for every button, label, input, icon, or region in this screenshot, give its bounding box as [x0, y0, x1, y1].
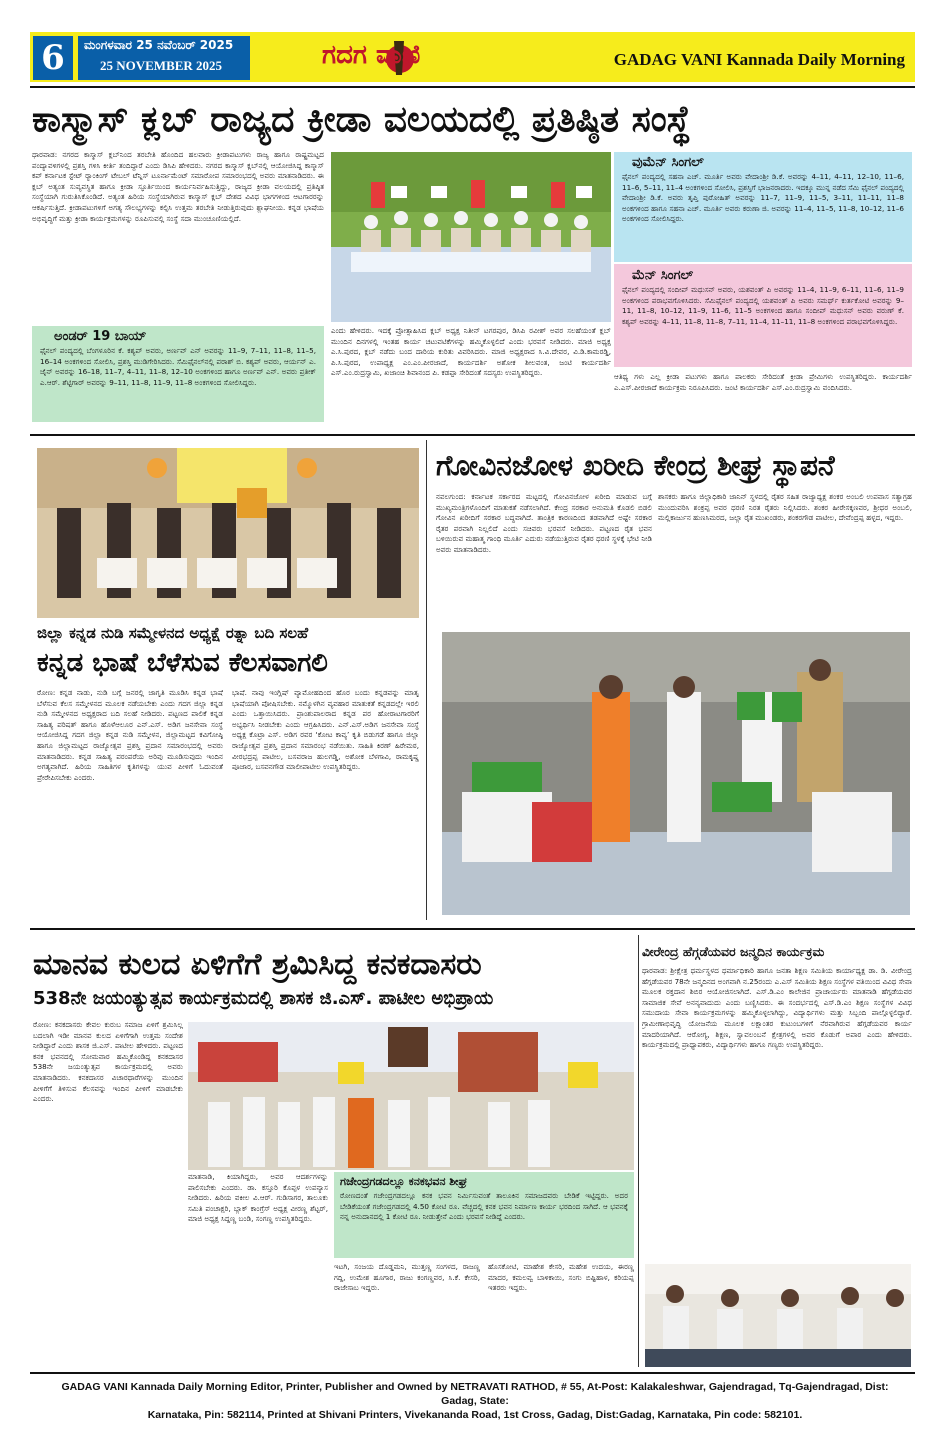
story3-col-a: ನವಲಗುಂದ: ಕರ್ನಾಟಕ ಸರ್ಕಾರದ ಮಟ್ಟದಲ್ಲಿ ಗೋವಿನಜೋಳ ಖರೀದಿ ಮಾಡುವ ಬಗ್ಗೆ ಮುಖ್ಯಮಂತ್ರಿಗಳೊಂದಿಗೆ ಮಾತುಕತೆ ನಡೆಸಲಾಗಿದೆ. ಕೇಂದ್ರ ಸರಕಾರ ಅನುಮತಿ ಕೊಡಲಿ ಬಿಡಲಿ ಗೋವಿನ ಖರೀದಿಗೆ ಸರಕಾರ ಬದ್ಧವಾಗಿದೆ. ತಾಂತ್ರಿಕ ಕಾರಣದಿಂದ ತಡವಾಗಿದೆ ಅಷ್ಟೇ ಸರಕಾರ ರೈತರ ಪರವಾಗಿ ನಿಲ್ಲಲಿದೆ ಎಂದು ಸಚಿವರು ಭರವಸೆ ನೀಡಿದರು. ಪಟ್ಟಣದ ರೈತ ಭವನ ಬಳಿಯಿರುವ ಮಹಾತ್ಮ ಗಾಂಧಿ ಮೂರ್ತಿ ಎದುರು ನಡೆಯುತ್ತಿರುವ ರೈತರ ಧರಣಿ ಸ್ಥಳಕ್ಕೆ ಭೇಟಿ ನೀಡಿ ಅವರು ಮಾತನಾಡಿದರು.	[436, 492, 652, 554]
story4-subhead: 538ನೇ ಜಯಂತ್ಯುತ್ಸವ ಕಾರ್ಯಕ್ರಮದಲ್ಲಿ ಶಾಸಕ ಜಿ.ಎಸ್. ಪಾಟೀಲ ಅಭಿಪ್ರಾಯ	[33, 988, 494, 1009]
paper-name: GADAG VANI Kannada Daily Morning	[613, 50, 905, 69]
women-singles-box	[614, 152, 912, 262]
story2-col-b: ಭಾಷೆ. ನಾವು ಇಂಗ್ಲಿಷ್ ವ್ಯಾಮೋಹದಿಂದ ಹೊರ ಬಂದು ಕನ್ನಡವನ್ನು ಮಾತೃ ಭಾಷೆಯಾಗಿ ಪೋಷಿಸಬೇಕು. ನಮ್ಮೊಳಗಿನ ವ್ಯವಹಾರ ಮಾತುಕತೆ ಕನ್ನಡದಲ್ಲೇ ಇರಲಿ ಎಂದು ಒತ್ತಾಯಿಸಿದರು. ಪ್ರಾಂಶುಪಾಲರಾದ ಕನ್ನಡ ಪರ ಹೋರಾಟಗಾರರಿಗೆ ಅಭ್ಯರ್ಥಿಸಿ ನೀಡಬೇಕು ಎಂದು ಆಗ್ರಹಿಸಿದರು. ಎನ್.ಎಸ್.ಅಡಿಗ ಜನಸೇವಾ ಸಂಸ್ಥೆ ಅಧ್ಯಕ್ಷ ಕೊಟ್ರಾ ಎಸ್. ಅಡಿಗ ರವರ ‘ಕೋಟ ಕಾವ್ಯ’ ಕೃತಿ ಬಿಡುಗಡೆ ಹಾಗೂ ಜಿಲ್ಲಾ ರಾಜ್ಯೋತ್ಸವ ಪ್ರಶಸ್ತಿ ಪ್ರದಾನ ಸಮಾರಂಭ ನಡೆಯಿತು. ಸಾಹಿತಿ ಕಿರಣ್ ಹಿರೇಮಠ, ವೀರಭದ್ರಪ್ಪ ಪಾಟೀಲ, ಬಸವರಾಜ ಹುಲಗಡ್ಡಿ, ಅಶೋಕ ಬೆಳಗಾವಿ, ರಾಮಕೃಷ್ಣ ಪೂಜಾರ, ಬಸವನಗೌಡ ಮಾಲೀಪಾಟೀಲ ಉಪಸ್ಥಿತರಿದ್ದರು.	[232, 688, 419, 772]
imprint-line-1: GADAG VANI Kannada Daily Morning Editor, Printer, Publisher and Owned by NETRAVATI RATHOD, # 55, At-Post: Kalakaleshwar, Gajendragad, Tq-Gajendragad, Dist: Gadag, State:	[61, 1381, 889, 1407]
kanakadasa-procession-photo	[188, 1022, 634, 1170]
story1-col-left: ಧಾರವಾಡ: ನಗರದ ಕಾಸ್ಮಾಸ್ ಕ್ಲಬ್‌ನಿಂದ ತರಬೇತಿ ಹೊಂದಿದ ಹಲವಾರು ಕ್ರೀಡಾಪಟುಗಳು ರಾಜ್ಯ ಹಾಗೂ ರಾಷ್ಟ್ರಮಟ್ಟದ ಪಂದ್ಯಾವಳಿಗಳಲ್ಲಿ ಪ್ರಶಸ್ತಿ ಗಳಿಸಿ ಕೀರ್ತಿ ತಂದಿದ್ದಾರೆ ಎಂದು ಡಿಸಿಪಿ ಹೇಳಿದರು. ನಗರದ ಕಾಸ್ಮಾಸ್ ಕ್ಲಬ್‌ನಲ್ಲಿ ಆಯೋಜಿಸಿದ್ದ ಕಾಸ್ಮಾಸ್ ಕಪ್ ಕರ್ನಾಟಕ ಸ್ಟೇಟ್ ರ‍್ಯಾಂಕಿಂಗ್ ಟೇಬಲ್ ಟೆನ್ನಿಸ್ ಟೂರ್ನಾಮೆಂಟ್ ಸಮಾರೋಪ ಸಮಾರಂಭದಲ್ಲಿ ಅವರು ಮಾತನಾಡಿದರು. ಈ ಕ್ಲಬ್ ಅತ್ಯಂತ ಸುವ್ಯವಸ್ಥಿತ ಹಾಗೂ ಕ್ರೀಡಾ ಸ್ಫೂರ್ತಿಯಿಂದ ಕಾರ್ಯನಿರ್ವಹಿಸುತ್ತಿದ್ದು, ರಾಜ್ಯದ ಕ್ರೀಡಾ ವಲಯದಲ್ಲಿ ಪ್ರತಿಷ್ಠಿತ ಸಂಸ್ಥೆಯಾಗಿ ಗುರುತಿಸಿಕೊಂಡಿದೆ. ಅತ್ಯಂತ ಹಿರಿಯ ಸಂಸ್ಥೆಯಾಗಿರುವ ಕಾಸ್ಮಾಸ್ ಕ್ಲಬ್ ದೇಶದ ವಿವಿಧ ಭಾಗಗಳಿಂದ ಆಟಗಾರರನ್ನು ಆಕರ್ಷಿಸುತ್ತಿದೆ. ಕ್ರೀಡಾಪಟುಗಳಿಗೆ ಅಗತ್ಯ ಸೌಲಭ್ಯಗಳನ್ನು ಕಲ್ಪಿಸಿ ಉತ್ತಮ ತರಬೇತಿ ನೀಡುತ್ತಿರುವುದು ಶ್ಲಾಘನೀಯ. ಕನ್ನಡ ಭಾಷೆಯ ಅಭಿವೃದ್ಧಿಗೆ ಮತ್ತು ಕ್ರೀಡಾ ಕಾರ್ಯಕ್ರಮಗಳನ್ನು ರೂಪಿಸುವಲ್ಲಿ ಸಂಸ್ಥೆ ಸದಾ ಮುಂಚೂಣಿಯಲ್ಲಿದೆ.	[32, 150, 324, 223]
story5-headline: ವೀರೇಂದ್ರ ಹೆಗ್ಗಡೆಯವರ ಜನ್ಮದಿನ ಕಾರ್ಯಕ್ರಮ	[642, 944, 825, 959]
section-divider-1	[30, 434, 915, 436]
section-divider-2	[30, 928, 915, 930]
story1-photo-caption: ಎಂದು ಹೇಳಿದರು. ಇದಕ್ಕೆ ಪ್ರೋತ್ಸಾಹಿಸಿದ ಕ್ಲಬ್ ಅಧ್ಯಕ್ಷ ನಿತೀನ್ ಟಗರಪುರ, ಡಿಸಿಪಿ ರವೀಶ್ ಅವರ ಸಲಹೆಯಂತೆ ಕ್ಲಬ್ ಮುಂದಿನ ದಿನಗಳಲ್ಲಿ ಇಂತಹ ಕಾರ್ಯ ಚಟುವಟಿಕೆಗಳನ್ನು ಹಮ್ಮಿಕೊಳ್ಳಲಿದೆ ಎಂದು ಭರವಸೆ ನೀಡಿದರು. ಮಾಜಿ ಅಧ್ಯಕ್ಷ ಎ.ಸಿ.ಪುರದ, ಕ್ಲಬ್ ನಡೆದು ಬಂದ ದಾರಿಯ ಕುರಿತು ವಿವರಿಸಿದರು. ಮಾಜಿ ಅಧ್ಯಕ್ಷರಾದ ಸಿ.ವಿ.ದೇವರ, ವಿ.ಡಿ.ಕಾಮರಡ್ಡಿ, ಪಿ.ಸಿ.ಪುರದ, ಉಪಾಧ್ಯಕ್ಷ ಎಂ.ಎಂ.ಪೀರಜಾದೆ, ಕಾರ್ಯದರ್ಶಿ ಅಶೋಕ ಶೀಲವಂತ, ಜಂಟಿ ಕಾರ್ಯದರ್ಶಿ ಎಸ್.ಎಂ.ರುದ್ರಸ್ವಾಮಿ, ಖಜಾಂಚಿ ಶಿವಾನಂದ ಪಿ. ಕಡಪ್ಪಾ ಸೇರಿದಂತೆ ಸದಸ್ಯರು ಉಪಸ್ಥಿತರಿದ್ದರು.	[331, 326, 611, 378]
logo-text: ಗದಗ ವಾಣಿ	[322, 40, 421, 70]
date-kannada: ಮಂಗಳವಾರ 25 ನವೆಂಬರ್ 2025	[84, 38, 234, 52]
page-number: 6	[33, 36, 73, 80]
kanaka-hall-title: ಗಜೇಂದ್ರಗಡದಲ್ಲೂ ಕನಕಭವನ ಶೀಘ್ರ	[340, 1175, 468, 1188]
kanaka-hall-body: ರೋಣದಂತೆ ಗಜೇಂದ್ರಗಡದಲ್ಲೂ ಕನಕ ಭವನ ನಿರ್ಮಿಸುವಂತೆ ತಾಲೂಕಿನ ಸಮಾಜದವರು ಬೇಡಿಕೆ ಇಟ್ಟಿದ್ದರು. ಅದರ ಬೇಡಿಕೆಯಂತೆ ಗಜೇಂದ್ರಗಡದಲ್ಲಿ 4.50 ಕೋಟಿ ರೂ. ವೆಚ್ಚದಲ್ಲಿ ಕನಕ ಭವನ ನಿರ್ಮಾಣ ಕಾರ್ಯ ಭರದಿಂದ ಸಾಗಿದೆ. ಆ ಭವನಕ್ಕೆ ನನ್ನ ಅನುದಾನದಲ್ಲಿ 1 ಕೋಟಿ ರೂ. ನೀಡುತ್ತೇನೆ ಎಂದು ಭರವಸೆ ನೀಡಿದ್ದೆ ಎಂದರು.	[340, 1191, 628, 1222]
under19-title: ಅಂಡರ್ 19 ಬಾಯ್	[54, 329, 147, 344]
women-singles-body: ಫೈನಲ್ ಪಂದ್ಯದಲ್ಲಿ ಸಹನಾ ಎಚ್. ಮೂರ್ತಿ ಅವರು ವೇದಾಂಶ್ರೀ ಡಿ.ಕೆ. ಅವರನ್ನು 4–11, 4–11, 12–10, 11–6, 11–6, 5–11, 11–4 ಅಂಕಗಳಿಂದ ಸೋಲಿಸಿ, ಪ್ರಶಸ್ತಿಗೆ ಭಾಜನರಾದರು. ಇದಕ್ಕೂ ಮುನ್ನ ನಡೆದ ಸೆಮಿ ಫೈನಲ್ ಪಂದ್ಯದಲ್ಲಿ ವೇದಾಂಶ್ರೀ ಡಿ.ಕೆ. ಅವರು ತೃಪ್ತಿ ಪುರೋಹಿತ್ ಅವರನ್ನು 11–7, 11–9, 11–5, 3–11, 11–11, 11–8 ಅಂಕಗಳಿಂದ ಹಾಗೂ ಸಹನಾ ಎಚ್. ಮೂರ್ತಿ ಅವರು ಕರುಣಾ ಜಿ. ಅವರನ್ನು 11–4, 11–5, 11–8, 10–12, 11–6 ಅಂಕಗಳಿಂದ ಸೋಲಿಸಿದ್ದರು.	[622, 172, 904, 224]
date-english: 25 NOVEMBER 2025	[100, 58, 223, 73]
farmers-protest-photo	[442, 632, 910, 915]
column-divider-2	[638, 935, 639, 1367]
column-divider-1	[426, 440, 427, 920]
imprint-line-2: Karnataka, Pin: 582114, Printed at Shivani Printers, Vivekananda Road, 1st Cross, Gadag, Dist:Gadag, Karnataka, Pin code: 582101.	[147, 1409, 803, 1421]
award-ceremony-photo	[37, 448, 419, 618]
story3-col-b: ಶಾಸಕರು ಹಾಗೂ ಜಿಲ್ಲಾಧಿಕಾರಿ ಜಾನಿನ್ ಸ್ಥಳದಲ್ಲಿ ರೈತರ ಸಹಿತ ರಾಜ್ಯಾಧ್ಯಕ್ಷ ಶಂಕರ ಅಂಬಲಿ ಉಪವಾಸ ಸತ್ಯಾಗ್ರಹ ಮುಂದುವರಿಸಿ ಶಂಕ್ರಪ್ಪ ಅವರ ಧರಣಿ ನಿರತ ರೈತರು ನಿಲ್ಲಿಸಿದರು. ಶಂಕರ ಹೀರೇಸಕ್ಕಣವರ, ಶ್ರೀಧರ ಅಂಬಲಿ, ಮಲ್ಲಿಕಾರ್ಜುನ ಹುಣಸಿಮರದ, ಜಲ್ಲಾ ರೈತ ಮುಖಂಡರು, ಶಂಕರಗೌಡ ಪಾಟೀಲ, ದೇವೆಂದ್ರಪ್ಪ ಹಳ್ಳದ, ಇದ್ದರು.	[658, 492, 912, 523]
cosmos-club-group-photo	[331, 152, 611, 322]
men-singles-title: ಮೆನ್ ಸಿಂಗಲ್	[632, 268, 694, 283]
story1-headline: ಕಾಸ್ಮಾಸ್ ಕ್ಲಬ್ ರಾಜ್ಯದ ಕ್ರೀಡಾ ವಲಯದಲ್ಲಿ ಪ್ರತಿಷ್ಠಿತ ಸಂಸ್ಥೆ	[32, 99, 691, 140]
men-singles-body: ಫೈನಲ್ ಪಂದ್ಯದಲ್ಲಿ ಸಂದೀಪ್ ಮಧುಸನ್ ಅವರು, ಯಶವಂತ್ ಪಿ ಅವರನ್ನು 11–4, 11–9, 6–11, 11–6, 11–9 ಅಂಕಗಳಿಂದ ಪರಾಭವಗೊಳಿಸಿದರು. ಸೆಮಿಫೈನಲ್ ಪಂದ್ಯದಲ್ಲಿ ಯಶವಂತ್ ಪಿ ಅವರು ಸಮರ್ಥ್ ಕುರ್ತಕೋಟಿ ಅವರನ್ನು 9–11, 11–8, 10–12, 11–9, 11–6, 11–5 ಅಂಕಗಳಿಂದ ಹಾಗೂ ಸಂದೀಪ್ ಮಧುಸನ್ ಅವರು ವರುಣ್ ಕೆ. ಕಶ್ಯಪ್ ಅವರನ್ನು 4–11, 11–8, 11–8, 7–11, 11–4, 11–11, 11–8 ಅಂಕಗಳಿಂದ ಪರಾಭವಗೊಳಿಸಿದ್ದರು.	[622, 285, 904, 326]
birthday-event-photo	[645, 1264, 911, 1367]
story2-headline: ಕನ್ನಡ ಭಾಷೆ ಬೆಳೆಸುವ ಕೆಲಸವಾಗಲಿ	[37, 648, 328, 678]
story1-closing: ಆತಿಥ್ಯ ಗಳು ಎಲ್ಲ ಕ್ರೀಡಾ ಪಟುಗಳು ಹಾಗೂ ಪಾಲಕರು ಸೇರಿದಂತೆ ಕ್ರೀಡಾ ಪ್ರೇಮಿಗಳು ಉಪಸ್ಥಿತರಿದ್ದರು. ಕಾರ್ಯದರ್ಶಿ ಎ.ಎಸ್.ಪೀರಜಾದೆ ಕಾರ್ಯಕ್ರಮ ನಿರೂಪಿಸಿದರು. ಜಂಟಿ ಕಾರ್ಯದರ್ಶಿ ಎಸ್.ಎಂ.ರುದ್ರಸ್ವಾಮಿ ವಂದಿಸಿದರು.	[614, 372, 912, 392]
women-singles-title: ವುಮೆನ್ ಸಿಂಗಲ್	[632, 155, 704, 170]
story2-kicker: ಜಿಲ್ಲಾ ಕನ್ನಡ ನುಡಿ ಸಮ್ಮೇಳನದ ಅಧ್ಯಕ್ಷೆ ರತ್ನಾ ಬದಿ ಸಲಹೆ	[37, 624, 309, 642]
story4-col-b: ಮಾತನಾಡಿ, ಕಿಯಾಗಿದ್ದರು, ಅವರ ಆದರ್ಶಗಳನ್ನು ಪಾಲಿಸಬೇಕು ಎಂದರು. ಡಾ. ಕಸ್ತೂರಿ ಕೊಪ್ಪಳ ಉಪನ್ಯಾಸ ನೀಡಿದರು. ಹಿರಿಯ ವಕೀಲ ವಿ.ಆರ್. ಗುಡಿಸಾಗರ, ತಾಲೂಕು ಸಮಿತಿ ಪಂಚಾಕ್ಷರಿ, ಬ್ಲಾಕ್ ಕಾಂಗ್ರೆಸ್ ಅಧ್ಯಕ್ಷ ವೀರಣ್ಣ ಶೆಟ್ಟರ್, ಮಾಜಿ ಅಧ್ಯಕ್ಷ ಸಿದ್ದಣ್ಣ ಬಂಡಿ, ಸಂಗಣ್ಣ ಉಪಸ್ಥಿತರಿದ್ದರು.	[188, 1172, 328, 1224]
under19-box	[32, 326, 324, 422]
story4-col-c: ಇಟಗಿ, ಸಂಜಯ ದೊಡ್ಡಮನಿ, ಮುತ್ತಣ್ಣ ಸಂಗಳದ, ರಾಜಣ್ಣ ಗದ್ದಿ, ಉಮೇಶ ಹೂಗಾರ, ರಾಜು ಕಂಗಣ್ಣವರ, ಸಿ.ಕೆ. ಕೇಸರಿ, ರಾಜೇಸಾಬ ಇದ್ದರು.	[334, 1262, 480, 1293]
story5-body: ಧಾರವಾಡ: ಶ್ರೀಕ್ಷೇತ್ರ ಧರ್ಮಸ್ಥಳದ ಧರ್ಮಾಧಿಕಾರಿ ಹಾಗೂ ಜನತಾ ಶಿಕ್ಷಣ ಸಮಿತಿಯ ಕಾರ್ಯಾಧ್ಯಕ್ಷ ಡಾ. ಡಿ. ವೀರೇಂದ್ರ ಹೆಗ್ಗಡೆಯವರ 78ನೇ ಜನ್ಮದಿನದ ಅಂಗವಾಗಿ ನ.25ರಂದು ಎ.ಎಸ್ ಸಮಿತಿಯ ಶಿಕ್ಷಣ ಸಂಸ್ಥೆಗಳ ವತಿಯಿಂದ ವಿವಿಧ ಸೇವಾ ಮೂಲಕ ರಕ್ತದಾನ ಶಿಬಿರ ಆಯೋಜಿಸಲಾಗಿದೆ. ಎಸ್.ಡಿ.ಎಂ ಕಾಲೇಜಿನ ಪ್ರಾಚಾರ್ಯರು ಮಾತನಾಡಿ ಹೆಗ್ಗಡೆಯವರ ಸಾಮಾಜಿಕ ಸೇವೆ ಅನನ್ಯವಾದುದು ಎಂದು ಬಣ್ಣಿಸಿದರು. ಈ ಸಂದರ್ಭದಲ್ಲಿ ಎಸ್.ಡಿ.ಎಂ ಶಿಕ್ಷಣ ಸಂಸ್ಥೆಗಳ ವಿವಿಧ ಸಮುದಾಯ ಸೇವಾ ಕಾರ್ಯಕ್ರಮಗಳನ್ನು ಹಮ್ಮಿಕೊಳ್ಳಲಾಗಿದ್ದು, ವಿದ್ಯಾರ್ಥಿಗಳು ಮತ್ತು ಸಿಬ್ಬಂದಿ ಪಾಲ್ಗೊಳ್ಳಲಿದ್ದಾರೆ. ಗ್ರಾಮೀಣಾಭಿವೃದ್ಧಿ ಯೋಜನೆಯ ಮೂಲಕ ಲಕ್ಷಾಂತರ ಕುಟುಂಬಗಳಿಗೆ ನೆರವಾಗಿರುವ ಹೆಗ್ಗಡೆಯವರ ಕಾರ್ಯ ಮಾದರಿಯಾಗಿದೆ. ಆರೋಗ್ಯ, ಶಿಕ್ಷಣ, ಸ್ವಾವಲಂಬನೆ ಕ್ಷೇತ್ರಗಳಲ್ಲಿ ಅವರ ಕೊಡುಗೆ ಅಪಾರ ಎಂದು ಹೇಳಿದರು. ಕಾರ್ಯಕ್ರಮದಲ್ಲಿ ಪ್ರಾಧ್ಯಾಪಕರು, ವಿದ್ಯಾರ್ಥಿಗಳು ಹಾಗೂ ಗಣ್ಯರು ಉಪಸ್ಥಿತರಿದ್ದರು.	[642, 966, 912, 1050]
story2-col-a: ರೋಣ: ಕನ್ನಡ ನಾಡು, ನುಡಿ ಬಗ್ಗೆ ಜನರಲ್ಲಿ ಜಾಗೃತಿ ಮೂಡಿಸಿ ಕನ್ನಡ ಭಾಷೆ ಬೆಳೆಸುವ ಕೆಲಸ ಸಮ್ಮೇಳನದ ಮೂಲಕ ನಡೆಯಬೇಕು ಎಂದು ಗದಗ ಜಿಲ್ಲಾ ಕನ್ನಡ ನುಡಿ ಸಮ್ಮೇಳನದ ಅಧ್ಯಕ್ಷರಾದ ಬದಿ ಸಲಹೆ ನೀಡಿದರು. ಪಟ್ಟಣದ ಪಾಲಿಕೆ ಕನ್ನಡ ಸಾಹಿತ್ಯ ಪರಿಷತ್ ಹಾಗೂ ಹೊಳೆಆಲೂರ ಎನ್.ಎಸ್. ಅಡಿಗ ಜನಸೇವಾ ಸಂಸ್ಥೆ ಆಯೋಜಿಸಿದ್ದ ಗದಗ ಜಿಲ್ಲಾ ಕನ್ನಡ ನುಡಿ ಸಮ್ಮೇಳನ, ಜಿಲ್ಲಾಮಟ್ಟದ ಕವಿಗೋಷ್ಠಿ ಹಾಗೂ ಜಿಲ್ಲಾಮಟ್ಟದ ರಾಜ್ಯೋತ್ಸವ ಪ್ರಶಸ್ತಿ ಪ್ರದಾನ ಸಮಾರಂಭದಲ್ಲಿ ಅವರು ಮಾತನಾಡಿದರು. ಕನ್ನಡ ಸಾಹಿತ್ಯ ಪರಂಪರೆಯ ಅರಿವು ಮೂಡಿಸುವುದು ಇಂದಿನ ಅಗತ್ಯವಾಗಿದೆ. ಹಿರಿಯ ಸಾಹಿತಿಗಳ ಕೃತಿಗಳನ್ನು ಯುವ ಪೀಳಿಗೆ ಓದುವಂತೆ ಪ್ರೇರೇಪಿಸಬೇಕು ಎಂದರು.	[37, 688, 223, 782]
footer-rule	[30, 1372, 915, 1374]
story4-headline: ಮಾನವ ಕುಲದ ಏಳಿಗೆಗೆ ಶ್ರಮಿಸಿದ್ದ ಕನಕದಾಸರು	[33, 947, 482, 982]
masthead-rule	[30, 86, 915, 88]
men-singles-box	[614, 264, 912, 367]
kanaka-hall-box	[334, 1172, 634, 1258]
story4-col-a: ರೋಣ: ಕನಕದಾಸರು ಕೇವಲ ಕುರುಬ ಸಮಾಜ ಏಳಿಗೆ ಶ್ರಮಿಸಿಲ್ಲ ಬದಲಾಗಿ ಇಡೀ ಮಾನವ ಕುಲದ ಏಳಿಗೆಗಾಗಿ ಉತ್ತಮ ಸಂದೇಶ ನೀಡಿದ್ದಾರೆ ಎಂದು ಶಾಸಕ ಜಿ.ಎಸ್. ಪಾಟೀಲ ಹೇಳಿದರು. ಪಟ್ಟಣದ ಕನಕ ಭವನದಲ್ಲಿ ಸೋಮವಾರ ಹಮ್ಮಿಕೊಂಡಿದ್ದ ಕನಕದಾಸರ 538ನೇ ಜಯಂತ್ಯುತ್ಸವ ಕಾರ್ಯಕ್ರಮದಲ್ಲಿ ಅವರು ಮಾತನಾಡಿದರು. ಕನಕದಾಸರ ವಿಚಾರಧಾರೆಗಳನ್ನು ಮುಂದಿನ ಪೀಳಿಗೆಗೆ ತಿಳಿಸುವ ಕೆಲಸವನ್ನು ಇಂದಿನ ಪೀಳಿಗೆ ಮಾಡಬೇಕು ಎಂದರು.	[33, 1020, 183, 1104]
under19-body: ಫೈನಲ್ ಪಂದ್ಯದಲ್ಲಿ ಬೆಂಗಳೂರಿನ ಕೆ. ಕಶ್ಯಪ್ ಅವರು, ಅರ್ಣವ್ ಎನ್ ಅವರನ್ನು 11–9, 7–11, 11–8, 11–5, 16–14 ಅಂಕಗಳಿಂದ ಸೋಲಿಸಿ, ಪ್ರಶಸ್ತಿ ಮುಡಿಗೇರಿಸಿದರು. ಸೆಮಿಫೈನಲ್‌ನಲ್ಲಿ ಪರಾಶ್ ಬಿ. ಕಶ್ಯಪ್ ಅವರು, ಆರ್ಯನ್ ಎ. ಜೈನ್ ಅವರನ್ನು 16–18, 11–7, 4–11, 11–8, 12–10 ಅಂಕಗಳಿಂದ ಹಾಗೂ ಅರ್ಣವ್ ಎನ್. ಅವರು ಪ್ರತೀಕ್ ಎ.ಆರ್. ಶೆಟ್ಟಿಗಾರ್ ಅವರನ್ನು 9–11, 11–8, 11–9, 11–8 ಅಂಕಗಳಿಂದ ಸೋಲಿಸಿದ್ದರು.	[40, 346, 316, 387]
imprint-footer	[60, 1380, 890, 1422]
story3-headline: ಗೋವಿನಜೋಳ ಖರೀದಿ ಕೇಂದ್ರ ಶೀಘ್ರ ಸ್ಥಾಪನೆ	[436, 449, 835, 482]
story4-col-d: ಹೊಸಕೋಟಿ, ಮಾಹೇಶ ಕೇಸರಿ, ಮಹೇಶ ಉದಯ, ಈರಣ್ಣ ಮಾದರ, ಕಮಲವ್ವ ಬಾಳಿಕಾಯಿ, ಸಂಗು ಬಿಷ್ಟಿಹಾಳ, ಕರಿಯಪ್ಪ ಇತರರು ಇದ್ದರು.	[488, 1262, 634, 1293]
